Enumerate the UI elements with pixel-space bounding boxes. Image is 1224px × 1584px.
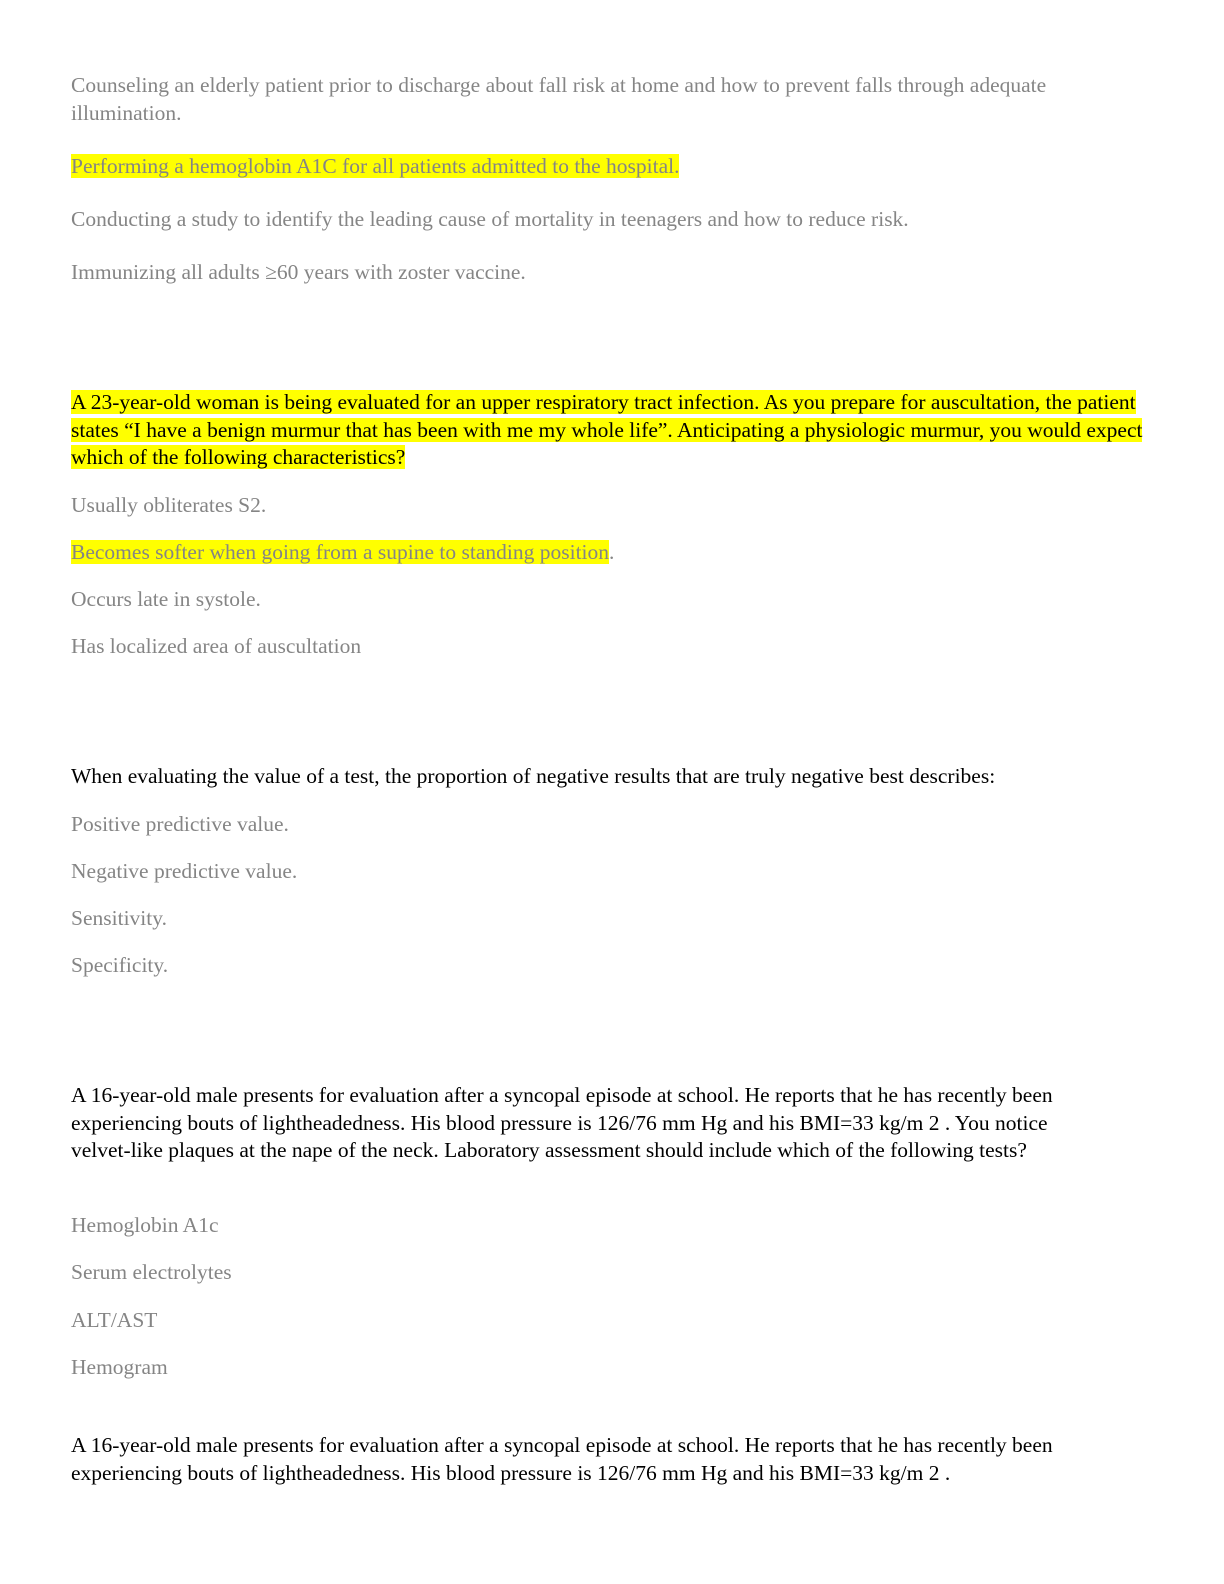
highlighted-text: Becomes softer when going from a supine to standing position — [71, 540, 610, 564]
answer-option: Has localized area of auscultation — [71, 634, 362, 658]
answer-option: Hemoglobin A1c — [71, 1213, 219, 1237]
answer-option: Counseling an elderly patient prior to discharge about fall risk at home and how to prevent falls through adequate illumination. — [71, 73, 1047, 125]
question-text: A 16-year-old male presents for evaluation after a syncopal episode at school. He reports that he has recently been experiencing bouts of lightheadedness. His blood pressure is 126/76 mm Hg and his BMI=33 kg/m 2 . You notice velvet-like plaques at the nape of the neck. Laboratory assessment should include which of the following tests? — [71, 1083, 1053, 1162]
answer-option: Serum electrolytes — [71, 1260, 232, 1284]
answer-option-highlighted — [71, 153, 679, 181]
answer-option: Conducting a study to identify the leading cause of mortality in teenagers and how to reduce risk. — [71, 207, 909, 231]
highlighted-text: Performing a hemoglobin A1C for all patients admitted to the hospital. — [71, 154, 680, 178]
answer-option: Occurs late in systole. — [71, 587, 261, 611]
answer-option: ALT/AST — [71, 1308, 158, 1332]
answer-option: Specificity. — [71, 953, 169, 977]
question-text: A 16-year-old male presents for evaluation after a syncopal episode at school. He reports that he has recently been experiencing bouts of lightheadedness. His blood pressure is 126/76 mm Hg and his BMI=33 kg/m 2 . — [71, 1433, 1053, 1485]
answer-option-highlighted — [71, 539, 614, 567]
question-text-highlighted — [71, 389, 1146, 472]
answer-option: Hemogram — [71, 1355, 168, 1379]
answer-option: Negative predictive value. — [71, 859, 298, 883]
trailing-period: . — [609, 540, 615, 564]
answer-option: Sensitivity. — [71, 906, 167, 930]
answer-option: Usually obliterates S2. — [71, 493, 267, 517]
answer-option: Immunizing all adults ≥60 years with zoster vaccine. — [71, 260, 526, 284]
question-text: When evaluating the value of a test, the proportion of negative results that are truly negative best describes: — [71, 764, 996, 788]
highlighted-question: A 23-year-old woman is being evaluated for an upper respiratory tract infection. As you prepare for auscultation, the patient states “I have a benign murmur that has been with me my whole life”. Anticipating a physiologic murmur, you would expect which of the following characteristics? — [71, 390, 1143, 469]
answer-option: Positive predictive value. — [71, 812, 289, 836]
